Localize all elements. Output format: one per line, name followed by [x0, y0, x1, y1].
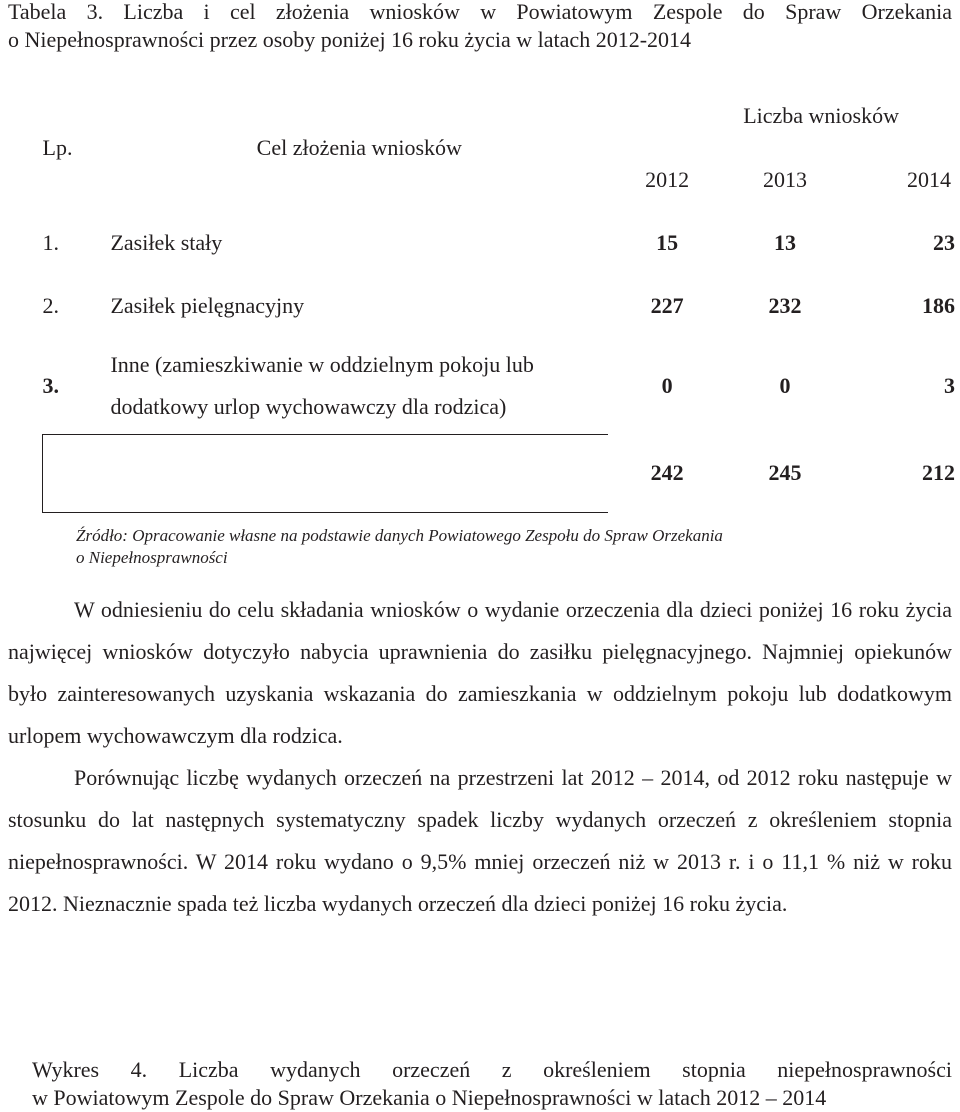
row-value-2013: 232 — [768, 293, 802, 318]
row-value-2012: 0 — [661, 373, 673, 398]
row-lp: 2. — [42, 293, 59, 318]
row-value-2012: 227 — [650, 293, 684, 318]
total-2013: 245 — [768, 460, 802, 485]
table-row — [43, 338, 956, 434]
row-value-2013: 13 — [774, 230, 797, 255]
row-value-2012: 15 — [656, 230, 679, 255]
table-source-note — [76, 525, 936, 569]
row-value-2014: 23 — [933, 230, 955, 255]
paragraph-2-text: Porównując liczbę wydanych orzeczeń na przestrzeni lat 2012 – 2014, od 2012 roku następuje w stosunku do lat następnych systematyczny spadek liczby wydanych orzeczeń z określeniem stopnia niepełnosprawności. W 2014 roku wydano o 9,5% mniej orzeczeń niż w 2013 r. i o 11,1 % niż w roku 2012. Nieznacznie spada też liczba wydanych orzeczeń dla dzieci poniżej 16 roku życia. — [8, 765, 952, 916]
header-lp: Lp. — [42, 135, 73, 160]
header-year-2014: 2014 — [907, 167, 951, 192]
table-totals-row — [43, 434, 956, 512]
table-header-row — [43, 84, 956, 148]
totals-label-cell — [43, 434, 609, 512]
row-lp: 3. — [42, 372, 59, 398]
header-year-2012: 2012 — [645, 167, 690, 192]
row-value-2013: 0 — [779, 373, 791, 398]
table-caption-line-1: Tabela 3. Liczba i cel złożenia wniosków w Powiatowym Zespole do Spraw Orzekania — [8, 0, 952, 24]
chart-caption — [32, 1056, 952, 1112]
row-lp: 1. — [42, 230, 59, 255]
table-caption-line-2: o Niepełnosprawności przez osoby poniżej 16 roku życia w latach 2012-2014 — [8, 27, 692, 52]
applications-table — [42, 84, 955, 513]
body-paragraph-1 — [8, 589, 952, 757]
row-purpose-line-1: Inne (zamieszkiwanie w oddzielnym pokoju lub — [110, 351, 534, 377]
row-value-2014: 186 — [922, 293, 955, 318]
body-paragraph-2 — [8, 757, 952, 925]
source-line-2: o Niepełnosprawności — [76, 548, 228, 567]
paragraph-1-text: W odniesieniu do celu składania wniosków o wydanie orzeczenia dla dzieci poniżej 16 roku życia najwięcej wniosków dotyczyło nabycia uprawnienia do zasiłku pielęgnacyjnego. Najmniej opiekunów było zainteresowanych uzyskania wskazania do zamieszkania w oddzielnym pokoju lub dodatkowym urlopem wychowawczym dla rodzica. — [8, 597, 952, 748]
header-count: Liczba wniosków — [743, 103, 899, 128]
total-2014: 212 — [922, 460, 955, 485]
total-2012: 242 — [650, 460, 684, 485]
header-year-2013: 2013 — [763, 167, 808, 192]
table-row — [43, 212, 956, 274]
chart-caption-line-1: Wykres 4. Liczba wydanych orzeczeń z określeniem stopnia niepełnosprawności — [32, 1057, 952, 1082]
row-purpose: Zasiłek pielęgnacyjny — [110, 293, 305, 318]
row-purpose-line-2: dodatkowy urlop wychowawczy dla rodzica) — [110, 393, 507, 419]
table-row — [43, 274, 956, 338]
row-purpose: Zasiłek stały — [110, 230, 223, 255]
header-purpose: Cel złożenia wniosków — [256, 135, 462, 160]
source-line-1: Źródło: Opracowanie własne na podstawie danych Powiatowego Zespołu do Spraw Orzekania — [76, 526, 723, 545]
row-purpose — [110, 338, 608, 434]
row-value-2014: 3 — [944, 373, 955, 398]
chart-caption-line-2: w Powiatowym Zespole do Spraw Orzekania o Niepełnosprawności w latach 2012 – 2014 — [32, 1085, 827, 1110]
